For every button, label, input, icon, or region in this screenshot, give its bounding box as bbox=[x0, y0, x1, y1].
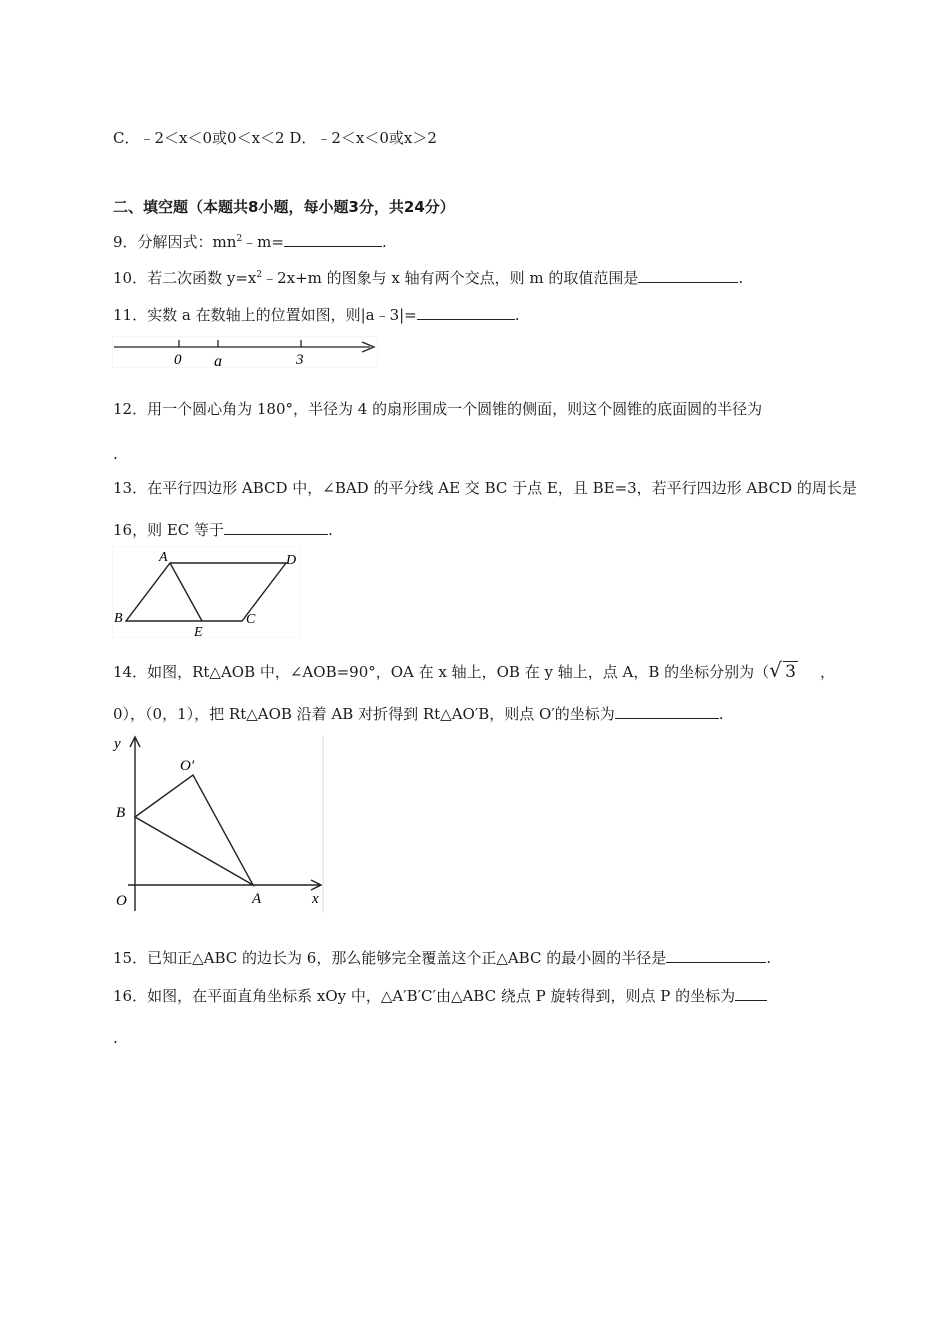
q11-text: 11．实数 a 在数轴上的位置如图，则|a﹣3|= bbox=[113, 306, 417, 324]
question-16 bbox=[113, 986, 767, 1006]
q10-text-a: 10．若二次函数 y=x bbox=[113, 269, 257, 287]
q13-text: 16，则 EC 等于 bbox=[113, 521, 225, 539]
parallelogram-figure bbox=[112, 546, 300, 638]
q15-text: 15．已知正△ABC 的边长为 6，那么能够完全覆盖这个正△ABC 的最小圆的半径是 bbox=[113, 949, 667, 967]
label-x: x bbox=[312, 891, 319, 907]
label-3: 3 bbox=[296, 352, 304, 368]
question-13: 13．在平行四边形 ABCD 中，∠BAD 的平分线 AE 交 BC 于点 E，且 BE=3，若平行四边形 ABCD 的周长是 bbox=[113, 479, 857, 497]
q16-text: 16．如图，在平面直角坐标系 xOy 中，△A′B′C′由△ABC 绕点 P 旋转得到，则点 P 的坐标为 bbox=[113, 987, 736, 1005]
label-D: D bbox=[286, 553, 297, 568]
q14-answer-blank[interactable] bbox=[615, 704, 719, 719]
option-cd: C．﹣2＜x＜0或0＜x＜2 D．﹣2＜x＜0或x＞2 bbox=[113, 129, 437, 147]
q10-text-b: ﹣2x+m 的图象与 x 轴有两个交点，则 m 的取值范围是 bbox=[262, 269, 639, 287]
q14-end: . bbox=[718, 705, 724, 723]
q9-text-b: ﹣m= bbox=[242, 233, 284, 251]
label-A: A bbox=[159, 550, 168, 565]
figure-frame bbox=[112, 546, 300, 638]
q14-text-c: 0），（0，1），把 Rt△AOB 沿着 AB 对折得到 Rt△AO′B，则点 O′的坐标为 bbox=[113, 705, 615, 723]
label-A: A bbox=[252, 891, 262, 907]
label-a: a bbox=[214, 353, 222, 368]
coordinate-fold-figure bbox=[112, 733, 324, 915]
question-14 bbox=[113, 658, 835, 682]
q9-end: . bbox=[381, 233, 387, 251]
label-0: 0 bbox=[174, 352, 182, 368]
question-14-line2 bbox=[113, 704, 724, 724]
number-line-figure bbox=[112, 336, 378, 368]
q13-end: . bbox=[328, 521, 333, 539]
radical-sign-icon: √ bbox=[769, 658, 782, 682]
question-13-line2 bbox=[113, 520, 333, 540]
q14-text-b: ， bbox=[819, 663, 835, 681]
question-15 bbox=[113, 948, 771, 968]
q9-text-a: 9．分解因式：mn bbox=[113, 233, 237, 251]
q10-answer-blank[interactable] bbox=[638, 268, 738, 283]
question-12: 12．用一个圆心角为 180°，半径为 4 的扇形围成一个圆锥的侧面，则这个圆锥的底面圆的半径为 bbox=[113, 400, 763, 418]
question-10 bbox=[113, 268, 743, 288]
label-y: y bbox=[114, 736, 121, 752]
q13-answer-blank[interactable] bbox=[224, 520, 328, 535]
label-C: C bbox=[246, 612, 256, 627]
q9-superscript: 2 bbox=[236, 234, 243, 244]
label-O: O bbox=[116, 893, 127, 909]
question-12-end: . bbox=[113, 445, 118, 463]
bisector-ae bbox=[170, 563, 202, 621]
question-9 bbox=[113, 232, 387, 252]
q11-end: . bbox=[514, 306, 520, 324]
section-heading: 二、填空题（本题共8小题，每小题3分，共24分） bbox=[113, 198, 455, 216]
question-16-end: . bbox=[113, 1029, 118, 1047]
q9-answer-blank[interactable] bbox=[284, 232, 382, 247]
q10-superscript: 2 bbox=[256, 270, 263, 280]
question-11 bbox=[113, 305, 520, 325]
parallelogram-abcd bbox=[126, 563, 286, 621]
label-B: B bbox=[114, 611, 123, 626]
q14-text-a: 14．如图，Rt△AOB 中，∠AOB=90°，OA 在 x 轴上，OB 在 y 轴上，点 A，B 的坐标分别为（ bbox=[113, 663, 770, 681]
triangle-bo-a bbox=[135, 775, 253, 885]
label-O-prime: O′ bbox=[180, 758, 195, 774]
figure-frame bbox=[112, 336, 378, 368]
q16-answer-blank[interactable] bbox=[735, 986, 767, 1001]
q15-end: . bbox=[766, 949, 772, 967]
label-B: B bbox=[116, 805, 126, 821]
q15-answer-blank[interactable] bbox=[666, 948, 766, 963]
q11-answer-blank[interactable] bbox=[417, 305, 515, 320]
q10-end: . bbox=[738, 269, 744, 287]
sqrt-3 bbox=[769, 658, 798, 682]
sqrt-radicand: 3 bbox=[785, 662, 796, 682]
label-E: E bbox=[194, 625, 203, 638]
